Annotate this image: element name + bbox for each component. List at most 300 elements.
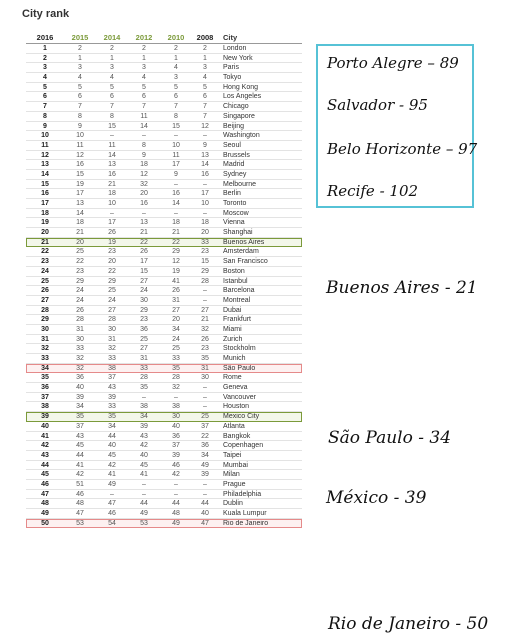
rank-2010: 46 [172,461,180,469]
rank-2010: 18 [172,219,180,227]
rank-2010: 8 [174,112,178,120]
rank-2012: 27 [140,277,148,285]
rank-2010: 3 [174,74,178,82]
rank-2014: 33 [108,403,116,411]
city-name: Amsterdam [223,248,259,256]
table-row [26,92,302,102]
rank-2014: 24 [108,296,116,304]
rank-2014: – [110,209,114,217]
city-name: Frankfurt [223,316,252,324]
city-name: Dubai [223,306,242,314]
rank-2012: 15 [140,267,148,275]
rank-2012: 18 [140,161,148,169]
table-row [26,180,302,190]
city-name: São Paulo [223,364,256,372]
rank-2008: – [203,296,207,304]
rank-2015: 8 [78,112,82,120]
rank-2014: 37 [108,374,116,382]
rank-2008: 9 [203,141,207,149]
rank-2012: 33 [140,364,148,372]
city-name: Washington [223,132,260,140]
rank-2008: 34 [201,451,209,459]
rank-2016: 36 [41,384,49,392]
rank-2010: 7 [174,103,178,111]
rank-2012: 31 [140,355,148,362]
rank-2012: 49 [140,510,148,517]
city-name: Paris [223,64,239,72]
rank-2016: 12 [41,151,49,159]
rank-2008: 40 [201,510,209,517]
rank-2016: 2 [43,54,47,62]
rank-2016: 32 [41,345,49,353]
rank-2015: 16 [76,161,84,169]
header-2015: 2015 [71,33,89,42]
brazil-cities-box [316,44,478,208]
rank-2016: 27 [41,296,49,304]
rank-2016: 22 [41,248,49,256]
rank-2015: 51 [76,480,84,488]
table-row [26,490,302,500]
rank-2014: 39 [108,393,116,401]
rank-2014: 8 [110,112,114,120]
header-2008: 2008 [196,33,214,42]
rank-2010: 4 [174,64,178,72]
rank-2016: 14 [41,170,49,178]
rank-2008: 47 [201,519,209,527]
rank-2014: 31 [108,335,116,343]
rank-2014: 3 [110,64,114,72]
rank-2015: 32 [76,364,84,372]
rank-2012: 25 [140,335,148,343]
rank-2012: 36 [140,325,148,333]
city-name: Zurich [223,335,243,343]
rank-2014: 42 [108,461,116,469]
table-row [26,73,302,83]
rank-2014: – [110,490,114,498]
rank-2014: 18 [108,190,116,198]
rank-2010: 49 [172,519,180,527]
rank-2016: 34 [41,364,49,372]
table-row [26,480,302,490]
rank-2010: – [174,132,178,140]
rank-2015: 25 [76,248,84,256]
rank-2015: 13 [76,200,84,207]
rank-2008: 44 [201,500,209,508]
rank-2008: 39 [201,471,209,479]
rank-2014: 10 [108,200,116,207]
rank-2008: 16 [201,170,209,178]
rank-2016: 42 [41,442,49,450]
rank-2014: 7 [110,103,114,111]
rank-2015: 24 [76,296,84,304]
rank-2014: 22 [108,267,116,275]
rank-2014: 20 [108,258,116,266]
table-row [26,277,302,287]
rank-2014: 35 [108,413,116,421]
table-row [26,422,302,432]
rank-2010: 25 [172,345,180,353]
rank-2014: 43 [108,384,116,392]
table-row [26,131,302,141]
rank-2012: 30 [140,296,148,304]
header-city: City [223,33,238,42]
rank-2015: 47 [76,510,84,517]
table-row [26,432,302,442]
table-row [26,344,302,354]
city-name: Chicago [223,103,249,111]
table-row [26,199,302,209]
rank-2012: 26 [140,248,148,256]
rank-2015: 34 [76,403,84,411]
rank-2010: 30 [172,413,180,421]
rank-2012: – [142,132,146,140]
city-name: Atlanta [223,422,245,430]
rank-2015: 9 [78,122,82,130]
table-row [26,335,302,345]
rank-2014: 41 [108,471,116,479]
annotation-sao-paulo: São Paulo - 34 [328,428,452,448]
rank-2016: 47 [41,490,49,498]
city-name: Singapore [223,112,255,120]
table-row [26,170,302,180]
table-row [26,112,302,122]
table-row [26,519,302,529]
rank-2010: 36 [172,432,180,440]
rank-2012: 44 [140,500,148,508]
city-name: Houston [223,403,250,411]
rank-2016: 40 [41,422,49,430]
rank-2016: 35 [41,374,49,382]
rank-2015: 40 [76,384,84,392]
rank-2008: 28 [201,277,209,285]
table-row [26,364,302,374]
rank-2010: 40 [172,422,180,430]
rank-2012: 5 [142,83,146,91]
rank-2008: 23 [201,345,209,353]
rank-2012: 6 [142,93,146,101]
rank-2008: 15 [201,258,209,266]
rank-2016: 11 [41,141,49,149]
header-2016: 2016 [36,33,54,42]
rank-2015: 12 [76,151,84,159]
rank-2015: 45 [76,442,84,450]
rank-2012: 22 [140,238,148,246]
table-row [26,54,302,64]
header-2014: 2014 [103,33,121,42]
city-name: Madrid [223,161,245,169]
rank-2014: 14 [108,151,116,159]
rank-2016: 19 [41,219,49,227]
rank-2014: 38 [108,364,116,372]
rank-2014: 29 [108,277,116,285]
city-name: Dublin [223,500,243,508]
rank-2015: 41 [76,461,84,469]
header-2012: 2012 [135,33,153,42]
rank-2010: 22 [172,238,180,246]
rank-2012: 29 [140,306,148,314]
rank-2015: 1 [78,54,82,62]
rank-2016: 29 [41,316,49,324]
rank-2015: 39 [76,393,84,401]
rank-2008: 13 [201,151,209,159]
table-title: City rank [22,8,70,20]
rank-2014: 23 [108,248,116,256]
rank-2010: 15 [172,122,180,130]
rank-2016: 7 [43,103,47,111]
rank-2015: 28 [76,316,84,324]
rank-2010: 39 [172,451,180,459]
rank-2014: 45 [108,451,116,459]
rank-2010: 48 [172,510,180,517]
rank-2016: 9 [43,122,47,130]
table-row [26,451,302,461]
rank-2010: 28 [172,374,180,382]
city-name: Boston [223,267,245,275]
rank-2010: 37 [172,442,180,450]
rank-2008: 7 [203,103,207,111]
rank-2012: 4 [142,74,146,82]
rank-2015: 26 [76,306,84,314]
table-row [26,44,302,54]
rank-2015: 21 [76,229,84,237]
table-row [26,189,302,199]
rank-2012: 24 [140,287,148,295]
rank-2012: 1 [142,54,146,62]
rank-2008: – [203,403,207,411]
rank-2010: 20 [172,316,180,324]
rank-2014: 27 [108,306,116,314]
rank-2012: 12 [140,170,148,178]
city-name: Mexico City [223,413,260,421]
rank-2014: 30 [108,325,116,333]
rank-2008: 4 [203,74,207,82]
city-name: Taipei [223,451,242,459]
rank-2016: 17 [41,200,49,207]
city-name: New York [223,54,253,62]
rank-2012: 40 [140,451,148,459]
rank-2008: 27 [201,306,209,314]
rank-2016: 46 [41,480,49,488]
rank-2008: 3 [203,64,207,72]
rank-2012: 34 [140,413,148,421]
table-row [26,461,302,471]
rank-2008: 49 [201,461,209,469]
rank-2012: 2 [142,45,146,52]
rank-2016: 49 [41,510,49,517]
rank-2015: 30 [76,335,84,343]
rank-2016: 30 [41,325,49,333]
rank-2010: 38 [172,403,180,411]
city-name: Philadelphia [223,490,262,498]
rank-2008: – [203,480,207,488]
table-row [26,247,302,257]
rank-2012: 28 [140,374,148,382]
table-row [26,151,302,161]
rank-2014: 46 [108,510,116,517]
rank-2010: 32 [172,384,180,392]
rank-2015: 24 [76,287,84,295]
rank-2015: 2 [78,45,82,52]
table-row [26,218,302,228]
rank-2012: 16 [140,200,148,207]
table-row [26,296,302,306]
table-row [26,373,302,383]
rank-2014: 2 [110,45,114,52]
rank-2014: 16 [108,170,116,178]
rank-2008: – [203,384,207,392]
rank-2014: 13 [108,161,116,169]
rank-2015: 7 [78,103,82,111]
rank-2015: 44 [76,451,84,459]
rank-2015: 33 [76,345,84,353]
city-name: San Francisco [223,258,268,266]
rank-2015: 23 [76,267,84,275]
rank-2016: 20 [41,229,49,237]
rank-2008: – [203,132,207,140]
rank-2016: 37 [41,393,49,401]
table-row [26,354,302,364]
rank-2014: 4 [110,74,114,82]
city-name: Vienna [223,219,245,227]
rank-2008: 36 [201,442,209,450]
rank-2010: 5 [174,83,178,91]
annotation-belo-horizonte: Belo Horizonte – 97 [327,140,478,158]
table-row [26,306,302,316]
table-row [26,83,302,93]
rank-2016: 43 [41,451,49,459]
rank-2010: 42 [172,471,180,479]
rank-2015: 10 [76,132,84,140]
header-2010: 2010 [167,33,185,42]
city-name: Melbourne [223,180,257,188]
city-name: Copenhagen [223,442,264,450]
rank-2012: 39 [140,422,148,430]
table-row [26,209,302,219]
rank-2014: 17 [108,219,116,227]
rank-2010: 11 [172,151,180,159]
rank-2010: 44 [172,500,180,508]
rank-2015: 20 [76,238,84,246]
rank-2014: 26 [108,229,116,237]
rank-2016: 13 [41,161,49,169]
rank-2008: – [203,180,207,188]
table-row [26,160,302,170]
rank-2010: 1 [174,54,178,62]
rank-2015: 15 [76,170,84,178]
table-row [26,228,302,238]
rank-2008: 12 [201,122,209,130]
city-name: Rome [223,374,242,382]
rank-2016: 4 [43,74,47,82]
rank-2012: 20 [140,190,148,198]
rank-2010: 12 [172,258,180,266]
table-row [26,63,302,73]
rank-2015: 35 [76,413,84,421]
table-row [26,402,302,412]
table-row [26,286,302,296]
city-name: Kuala Lumpur [223,510,267,517]
rank-2014: 34 [108,422,116,430]
rank-2015: 4 [78,74,82,82]
table-row [26,102,302,112]
rank-2016: 33 [41,355,49,362]
rank-2010: 2 [174,45,178,52]
rank-2015: 32 [76,355,84,362]
rank-2008: 17 [201,190,209,198]
rank-2015: 14 [76,209,84,217]
rank-2012: 11 [140,112,148,120]
rank-2010: 31 [172,296,180,304]
rank-2012: 38 [140,403,148,411]
city-name: Montreal [223,296,251,304]
rank-2012: 14 [140,122,148,130]
rank-2015: 37 [76,422,84,430]
annotation-porto-alegre: Porto Alegre – 89 [327,54,459,72]
rank-2008: 10 [201,200,209,207]
table-row [26,325,302,335]
rank-2008: 32 [201,325,209,333]
rank-2016: 23 [41,258,49,266]
rank-2015: 36 [76,374,84,382]
rank-2012: 32 [140,180,148,188]
table-row [26,470,302,480]
rank-2008: 14 [201,161,209,169]
table-row [26,267,302,277]
rank-2008: 26 [201,335,209,343]
rank-2008: 30 [201,374,209,382]
rank-2008: 21 [201,316,209,324]
table-row [26,141,302,151]
annotation-buenos-aires: Buenos Aires - 21 [326,278,478,298]
rank-2016: 28 [41,306,49,314]
rank-2008: – [203,393,207,401]
table-row [26,122,302,132]
city-name: Moscow [223,209,249,217]
table-row [26,315,302,325]
rank-2015: 19 [76,180,84,188]
rank-2014: 11 [108,141,116,149]
rank-2010: – [174,480,178,488]
table-row [26,412,302,422]
city-name: London [223,45,247,52]
rank-2016: 44 [41,461,49,469]
city-name: Toronto [223,200,247,207]
rank-2012: 7 [142,103,146,111]
city-name: Geneva [223,384,248,392]
rank-2014: 40 [108,442,116,450]
rank-2008: 6 [203,93,207,101]
city-name: Munich [223,355,246,362]
table-row [26,238,302,248]
rank-2015: 53 [76,519,84,527]
rank-2015: 6 [78,93,82,101]
rank-2012: 27 [140,345,148,353]
rank-2014: 33 [108,355,116,362]
rank-2014: 28 [108,316,116,324]
rank-2016: 38 [41,403,49,411]
city-name: Miami [223,325,242,333]
rank-2010: 33 [172,355,180,362]
rank-2016: 25 [41,277,49,285]
rank-2016: 6 [43,93,47,101]
city-name: Rio de Janeiro [223,519,269,527]
table-row [26,509,302,519]
city-name: Istanbul [223,277,248,285]
rank-2012: 45 [140,461,148,469]
city-name: Brussels [223,151,250,159]
rank-2012: – [142,393,146,401]
rank-2016: 41 [41,432,49,440]
